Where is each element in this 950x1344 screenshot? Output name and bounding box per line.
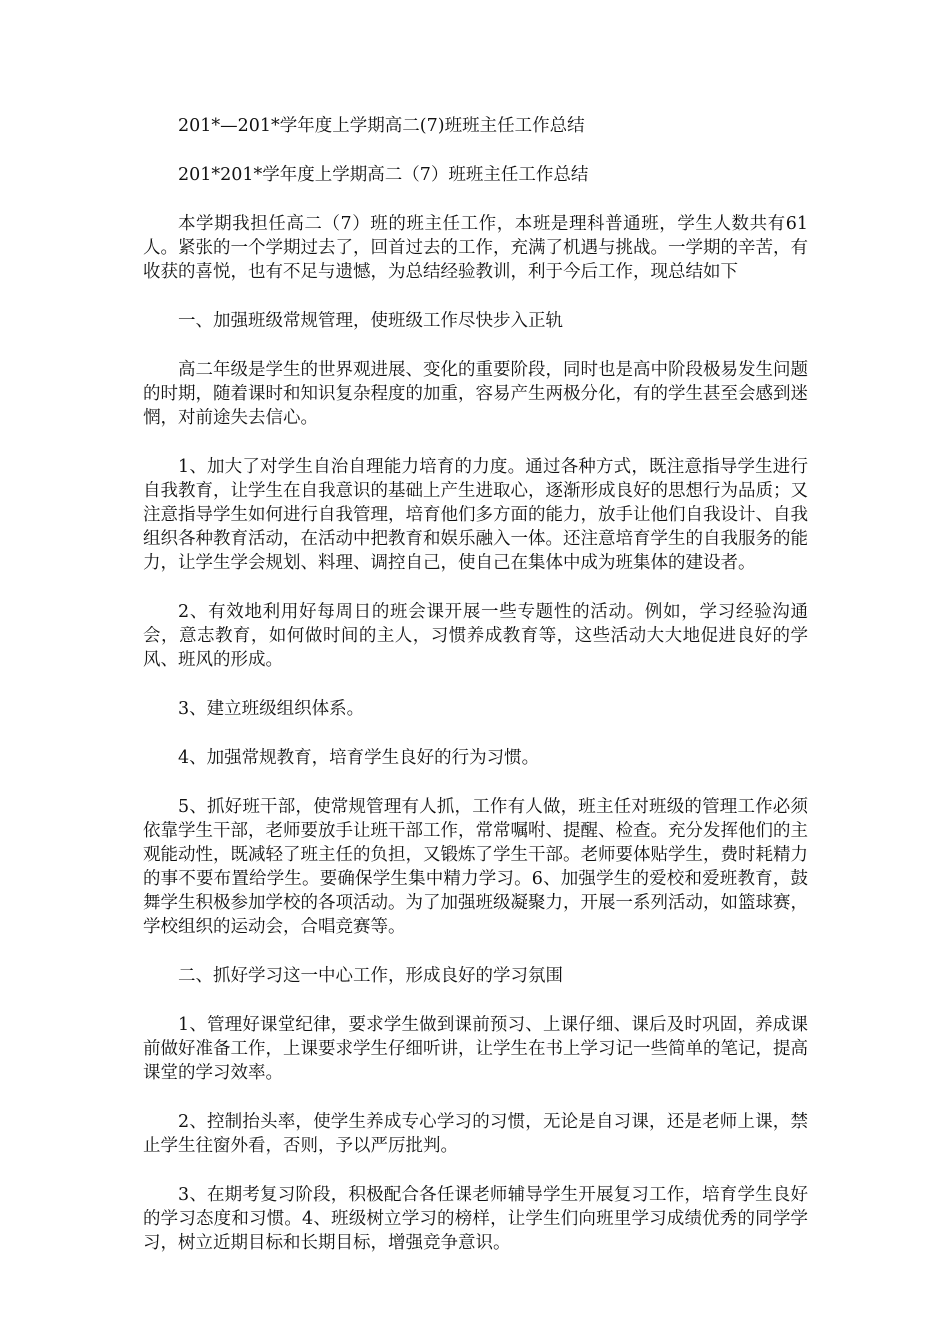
body-paragraph: 5、抓好班干部，使常规管理有人抓，工作有人做，班主任对班级的管理工作必须依靠学生干部，老师要放手让班干部工作，常常嘱咐、提醒、检查。充分发挥他们的主观能动性，既减轻了班主任的负担，又锻炼了学生干部。老师要体贴学生，费时耗精力的事不要布置给学生。要确保学生集中精力学习。6、加强学生的爱校和爱班教育，鼓舞学生积极参加学校的各项活动。为了加强班级凝聚力，开展一系列活动，如篮球赛，学校组织的运动会，合唱竞赛等。 (143, 797, 808, 937)
intro-paragraph: 本学期我担任高二（7）班的班主任工作，本班是理科普通班，学生人数共有61人。紧张的一个学期过去了，回首过去的工作，充满了机遇与挑战。一学期的辛苦，有收获的喜悦，也有不足与遗憾，为总结经验教训，利于今后工作，现总结如下 (143, 214, 808, 282)
document-title-secondary: 201*201*学年度上学期高二（7）班班主任工作总结 (178, 165, 589, 185)
body-paragraph: 1、管理好课堂纪律，要求学生做到课前预习、上课仔细、课后及时巩固，养成课前做好准备工作，上课要求学生仔细听讲，让学生在书上学习记一些简单的笔记，提高课堂的学习效率。 (143, 1015, 808, 1083)
body-paragraph: 3、在期考复习阶段，积极配合各任课老师辅导学生开展复习工作，培育学生良好的学习态度和习惯。4、班级树立学习的榜样，让学生们向班里学习成绩优秀的同学学习，树立近期目标和长期目标，增强竞争意识。 (143, 1185, 808, 1253)
body-paragraph: 高二年级是学生的世界观进展、变化的重要阶段，同时也是高中阶段极易发生问题的时期，随着课时和知识复杂程度的加重，容易产生两极分化，有的学生甚至会感到迷惘，对前途失去信心。 (143, 360, 808, 428)
body-paragraph: 1、加大了对学生自治自理能力培育的力度。通过各种方式，既注意指导学生进行自我教育，让学生在自我意识的基础上产生进取心，逐渐形成良好的思想行为品质；又注意指导学生如何进行自我管理，培育他们多方面的能力，放手让他们自我设计、自我组织各种教育活动，在活动中把教育和娱乐融入一体。还注意培育学生的自我服务的能力，让学生学会规划、料理、调控自己，使自己在集体中成为班集体的建设者。 (143, 457, 808, 573)
section-heading-1: 一、加强班级常规管理，使班级工作尽快步入正轨 (178, 311, 563, 331)
body-paragraph: 2、控制抬头率，使学生养成专心学习的习惯，无论是自习课，还是老师上课，禁止学生往窗外看，否则，予以严厉批判。 (143, 1112, 808, 1156)
document-page (143, 114, 808, 1280)
section-heading-2: 二、抓好学习这一中心工作，形成良好的学习氛围 (178, 966, 563, 986)
body-paragraph: 2、有效地利用好每周日的班会课开展一些专题性的活动。例如，学习经验沟通会，意志教育，如何做时间的主人，习惯养成教育等，这些活动大大地促进良好的学风、班风的形成。 (143, 602, 808, 670)
document-title-primary: 201*—201*学年度上学期高二(7)班班主任工作总结 (178, 116, 585, 136)
body-paragraph: 4、加强常规教育，培育学生良好的行为习惯。 (178, 748, 540, 768)
body-paragraph: 3、建立班级组织体系。 (178, 699, 365, 719)
